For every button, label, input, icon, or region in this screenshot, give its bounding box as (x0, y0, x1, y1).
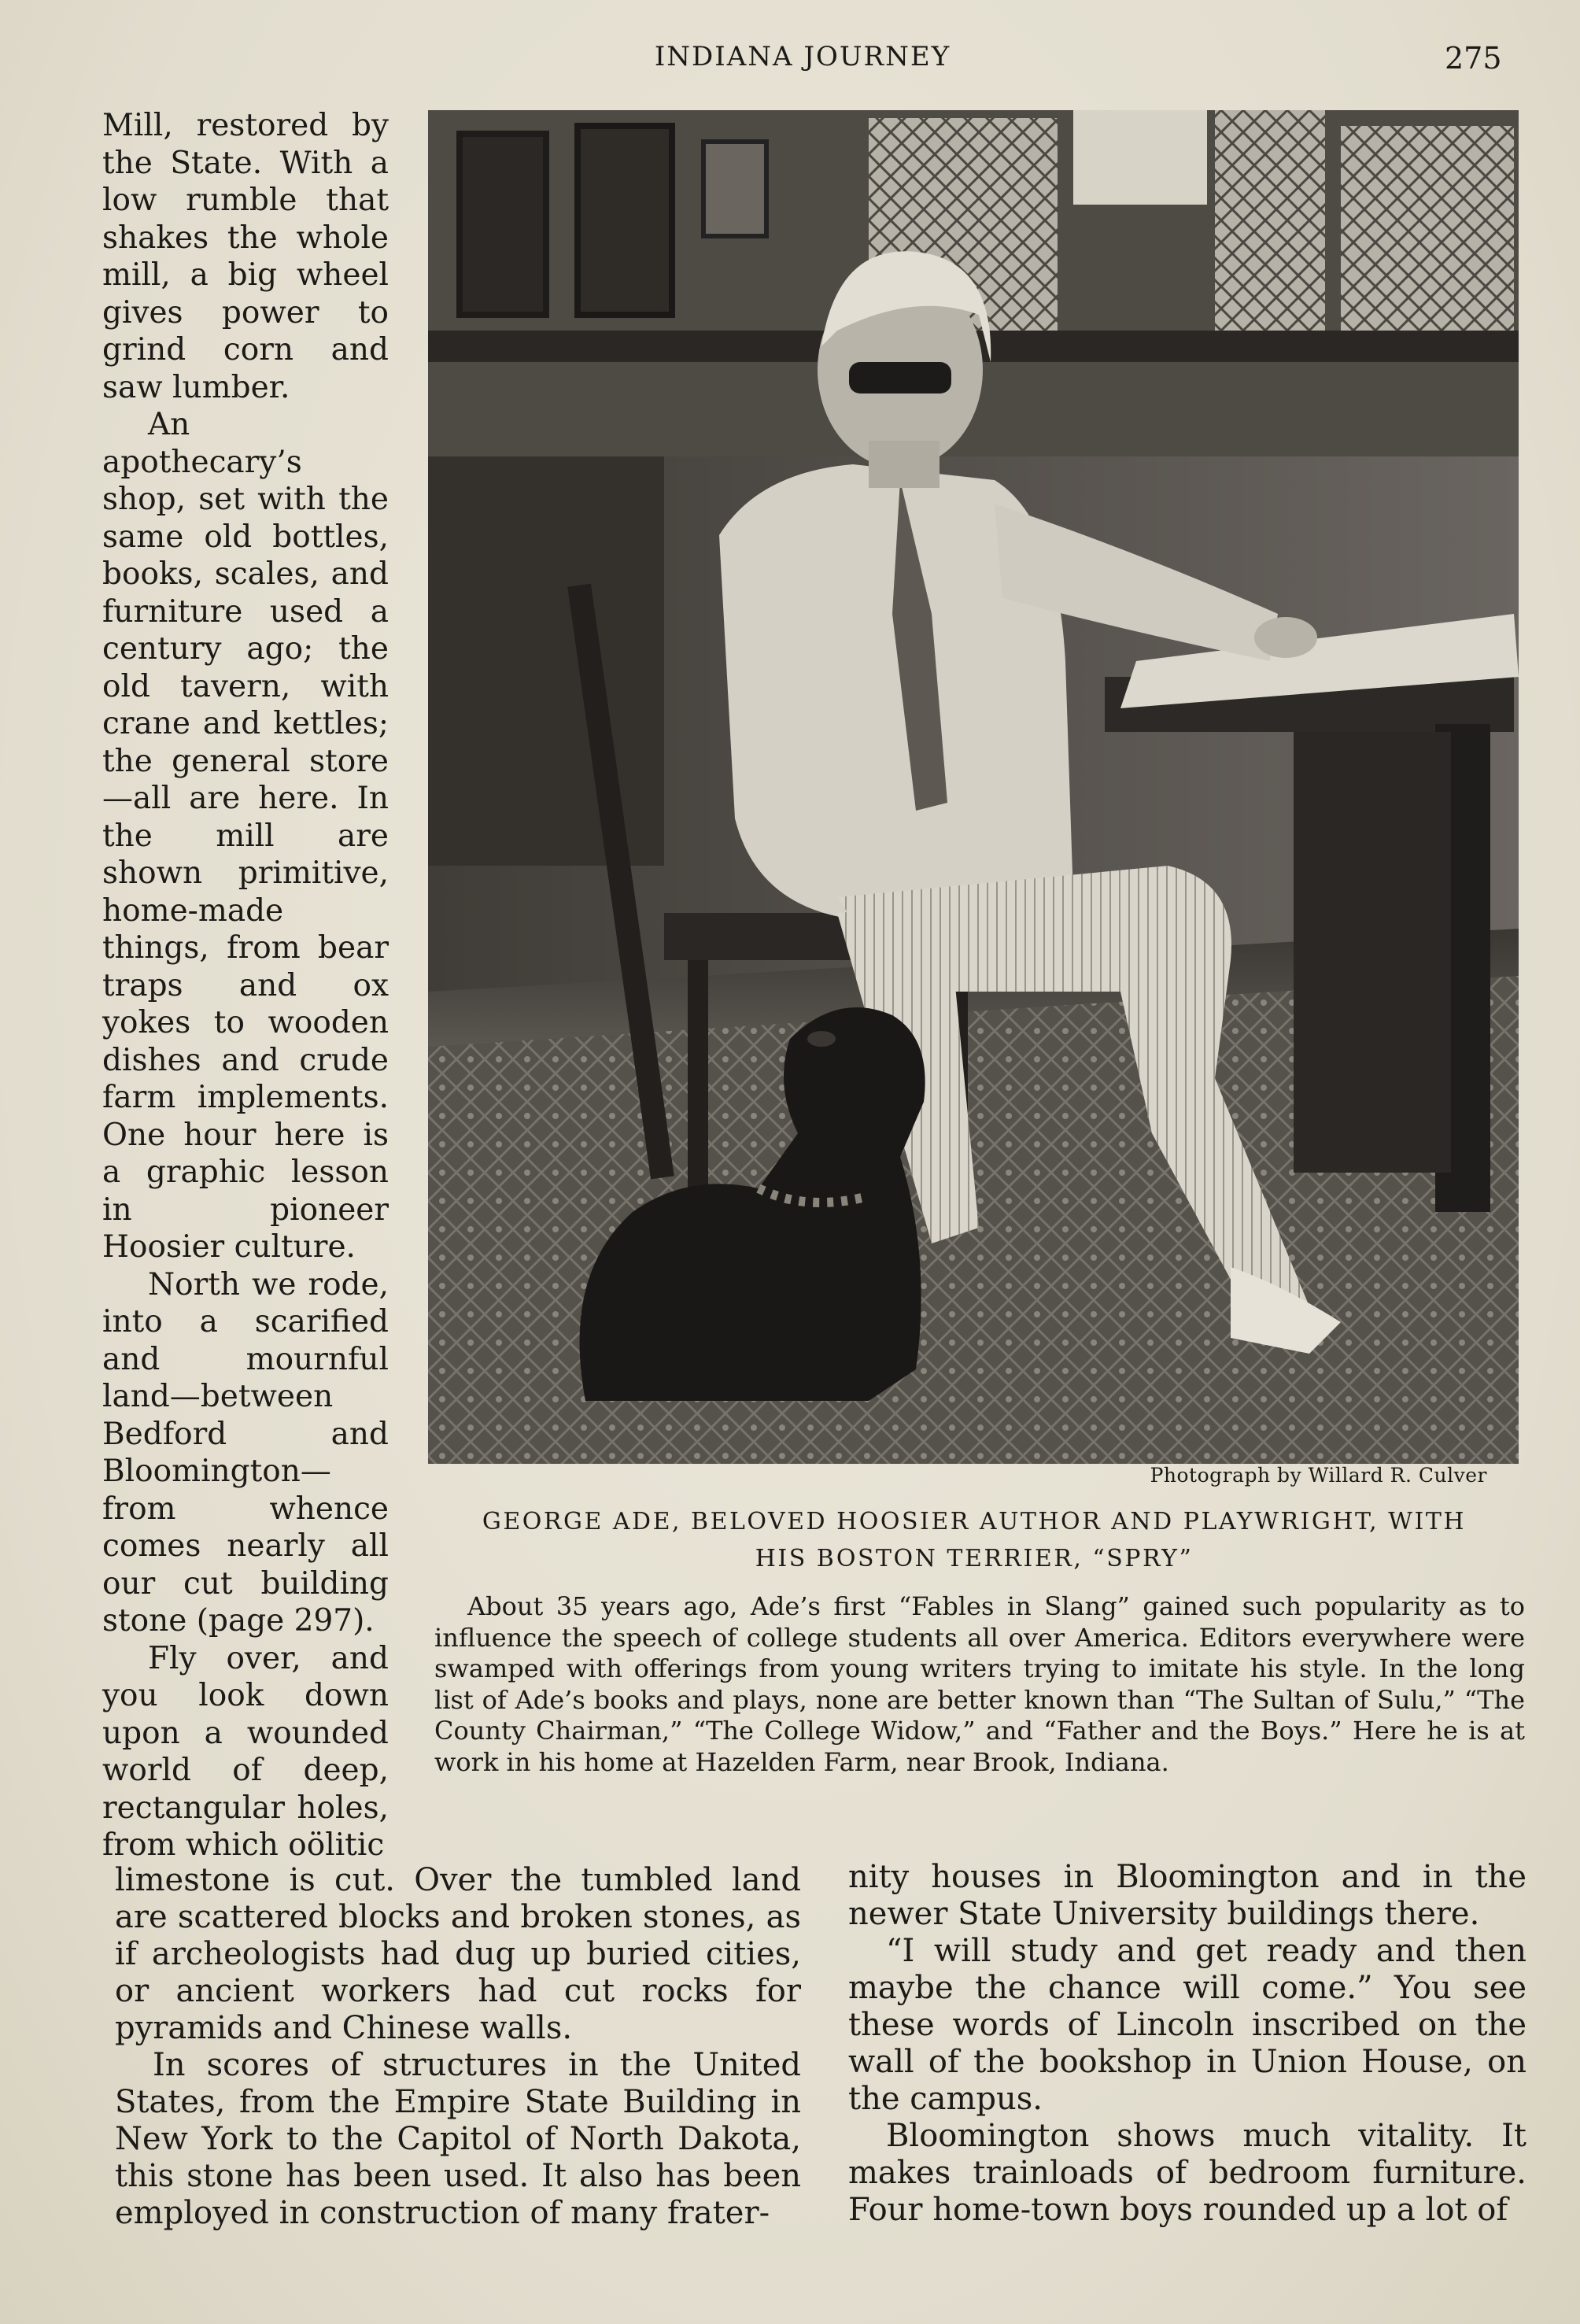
paragraph: North we rode, into a scarified and mournful land—between Bedford and Bloomington—from whence comes nearly all our cut building stone (page 297). (102, 1266, 389, 1639)
paragraph: An apothecary’s shop, set with the same old bottles, books, scales, and furniture used a century ago; the old tavern, with crane and kettles; the general store—all are here. In the mill are shown primitive, home-made things, from bear traps and ox yokes to wooden dishes and crude farm implements. One hour here is a graphic lesson in pioneer Hoosier culture. (102, 407, 389, 1265)
running-head (0, 41, 1580, 88)
paragraph: Fly over, and you look down upon a wounded world of deep, rectangular holes, from which oölitic (102, 1640, 389, 1863)
caption-title-line: GEORGE ADE, BELOVED HOOSIER AUTHOR AND PLAYWRIGHT, WITH (482, 1508, 1467, 1535)
paragraph: Mill, restored by the State. With a low rumble that shakes the whole mill, a big wheel gives power to grind corn and saw lumber. (102, 108, 389, 405)
caption-title (431, 1503, 1517, 1577)
paragraph: Bloomington shows much vitality. It makes trainloads of bedroom furniture. Four home-town boys rounded up a lot of (848, 2118, 1526, 2228)
lower-left-column (115, 1862, 801, 2232)
running-title: INDIANA JOURNEY (654, 41, 951, 72)
page-number: 275 (1445, 41, 1502, 76)
paragraph: “I will study and get ready and then maybe the chance will come.” You see these words of Lincoln inscribed on the wall of the bookshop in Union House, on the campus. (848, 1933, 1526, 2117)
paragraph: limestone is cut. Over the tumbled land are scattered blocks and broken stones, as if archeologists had dug up buried cities, or ancient workers had cut rocks for pyramids and Chinese walls. (115, 1862, 801, 2046)
paragraph: In scores of structures in the United States, from the Empire State Building in New York to the Capitol of North Dakota, this stone has been used. It also has been employed in construction of many frater- (115, 2047, 801, 2231)
photo-illustration (428, 110, 1519, 1464)
photo-credit: Photograph by Willard R. Culver (1150, 1464, 1487, 1487)
caption-title-line: HIS BOSTON TERRIER, “SPRY” (755, 1545, 1194, 1572)
caption-body (434, 1591, 1525, 1778)
photograph (428, 110, 1519, 1464)
narrow-text-column (102, 107, 389, 1864)
paragraph: nity houses in Bloomington and in the newer State University buildings there. (848, 1859, 1526, 1932)
lower-right-column (848, 1859, 1526, 2229)
caption-paragraph: About 35 years ago, Ade’s first “Fables in Slang” gained such popularity as to influence the speech of college students all over America. Editors everywhere were swamped with offerings from young writers trying to imitate his style. In the long list of Ade’s books and plays, none are better known than “The Sultan of Sulu,” “The County Chairman,” “The College Widow,” and “Father and the Boys.” Here he is at work in his home at Hazelden Farm, near Brook, Indiana. (434, 1591, 1525, 1777)
